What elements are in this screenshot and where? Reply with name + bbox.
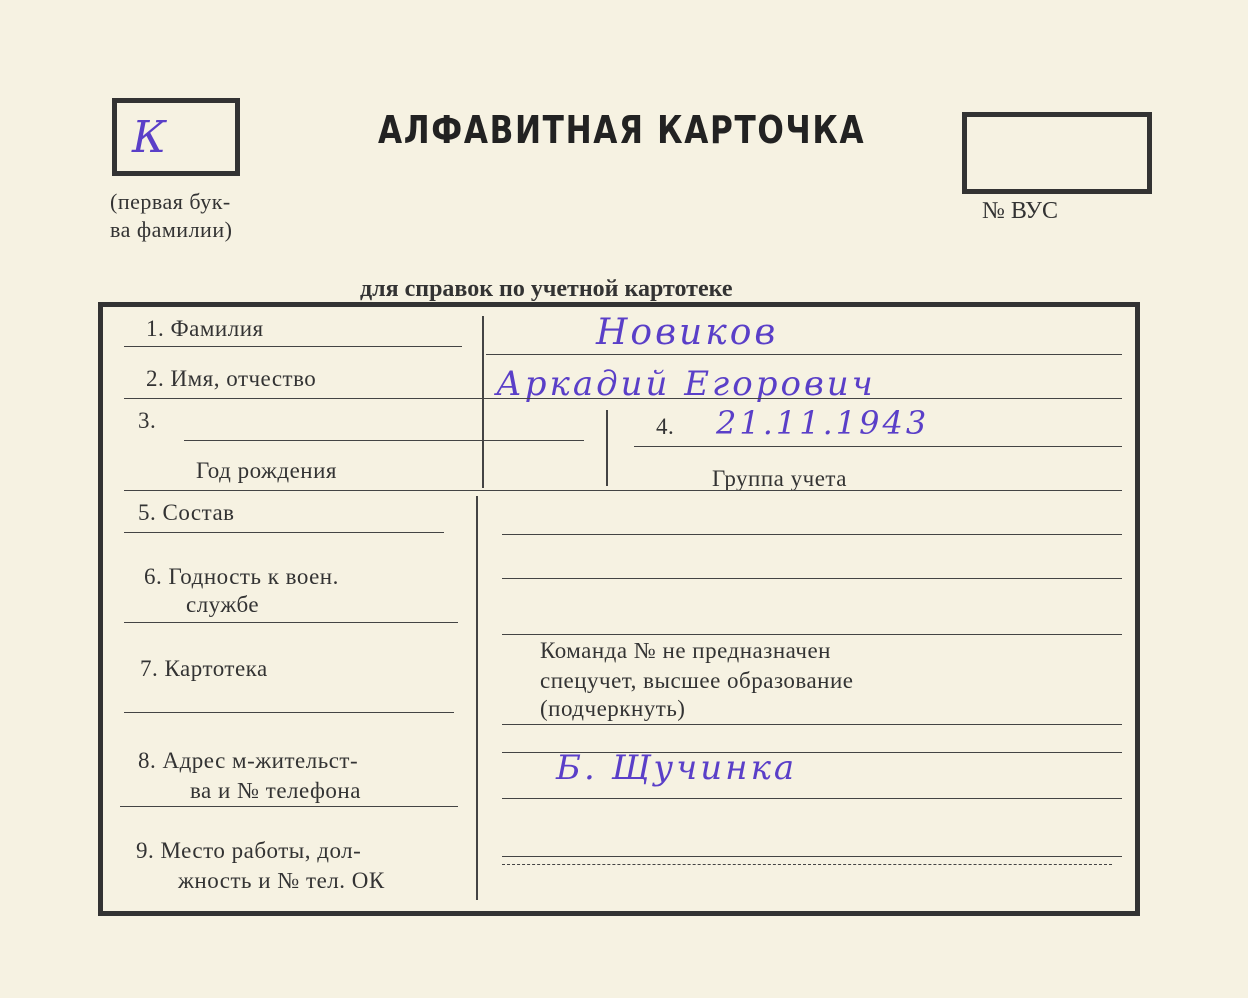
field-address-label: 8. Адрес м-жительст- (138, 748, 359, 773)
field-4-label: 4. (656, 414, 675, 439)
team-line-3: (подчеркнуть) (540, 696, 686, 721)
rule (124, 398, 1122, 399)
field-address-value: Б. Щучинка (556, 748, 798, 788)
surname-letter-value: К (132, 112, 170, 163)
field-address-label-2: ва и № телефона (190, 778, 361, 803)
card-subtitle: для справок по учетной картотеке (360, 276, 733, 302)
field-surname-value: Новиков (596, 312, 779, 353)
rule (502, 856, 1122, 857)
field-fitness-label: 6. Годность к воен. (144, 564, 339, 589)
column-divider-bottom (476, 496, 478, 900)
column-divider-top (482, 316, 484, 488)
field-card-index-label: 7. Картотека (140, 656, 268, 681)
rule (184, 440, 584, 441)
rule (124, 532, 444, 533)
column-divider-birth (606, 410, 608, 486)
record-group-caption: Группа учета (712, 466, 847, 491)
field-workplace-label: 9. Место работы, дол- (136, 838, 362, 863)
birth-year-caption: Год рождения (196, 458, 337, 483)
rule (502, 578, 1122, 579)
rule (502, 634, 1122, 635)
card-title: АЛФАВИТНАЯ КАРТОЧКА (378, 108, 866, 152)
rule (124, 346, 462, 347)
rule (634, 446, 1122, 447)
field-surname-label: 1. Фамилия (146, 316, 264, 341)
rule (502, 864, 1112, 865)
rule (124, 712, 454, 713)
team-line-2: спецучет, высшее образование (540, 668, 854, 693)
field-3-label: 3. (138, 408, 157, 433)
rule (502, 798, 1122, 799)
vus-box (962, 112, 1152, 194)
team-line-1: Команда № не предназначен (540, 638, 831, 663)
vus-label: № ВУС (982, 198, 1058, 224)
field-name-label: 2. Имя, отчество (146, 366, 317, 391)
rule (502, 724, 1122, 725)
rule (124, 622, 458, 623)
rule (502, 534, 1122, 535)
rule (120, 806, 458, 807)
field-birth-date-value: 21.11.1943 (716, 404, 930, 442)
field-fitness-label-2: службе (186, 592, 260, 617)
rule (124, 490, 1122, 491)
field-name-value: Аркадий Егорович (496, 364, 876, 404)
surname-letter-caption: (первая бук- ва фамилии) (110, 189, 233, 242)
rule (486, 354, 1122, 355)
field-composition-label: 5. Состав (138, 500, 235, 525)
field-workplace-label-2: жность и № тел. ОК (178, 868, 385, 893)
